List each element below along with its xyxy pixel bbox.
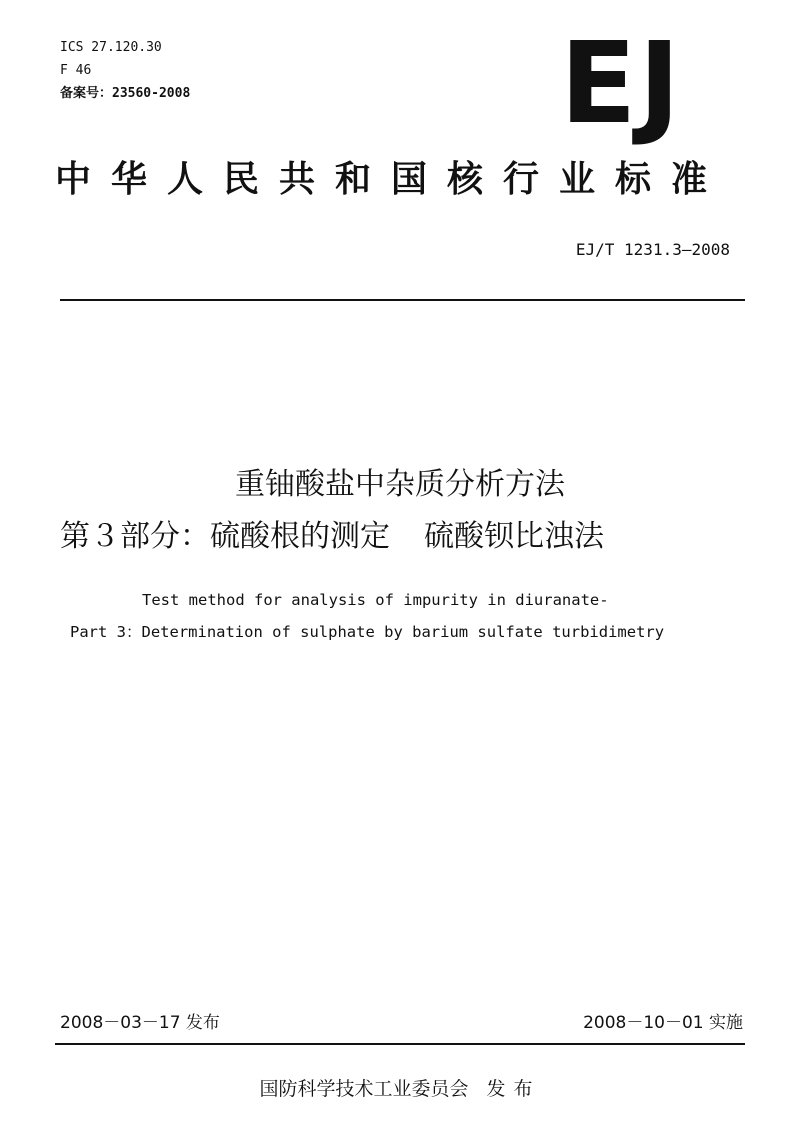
record-number: 备案号：23560-2008 xyxy=(60,86,191,101)
document-title-cn-part: 第３部分：硫酸根的测定 xyxy=(60,519,390,554)
document-title-en-line1: Test method for analysis of impurity in diuranate- xyxy=(142,591,609,609)
category-code: F 46 xyxy=(60,63,92,78)
publisher-name: 国防科学技术工业委员会 xyxy=(259,1078,469,1100)
document-title-cn-line1: 重铀酸盐中杂质分析方法 xyxy=(235,467,565,502)
document-title-en-line2: Part 3：Determination of sulphate by barium sulfate turbidimetry xyxy=(70,623,665,641)
document-title-cn-line2 xyxy=(60,517,604,557)
ej-logo: EJ xyxy=(560,19,683,149)
issue-date: 2008－03－17 发布 xyxy=(60,1013,220,1033)
document-title-cn-method: 硫酸钡比浊法 xyxy=(424,519,604,554)
implementation-date: 2008－10－01 实施 xyxy=(583,1013,743,1033)
publisher-line xyxy=(0,1076,800,1102)
publish-action: 发布 xyxy=(486,1078,541,1100)
top-divider xyxy=(60,299,745,301)
standard-title: 中华人民共和国核行业标准 xyxy=(55,159,728,200)
bottom-divider xyxy=(55,1043,745,1045)
standard-number: EJ/T 1231.3—2008 xyxy=(575,240,730,259)
ics-code: ICS 27.120.30 xyxy=(60,40,162,55)
